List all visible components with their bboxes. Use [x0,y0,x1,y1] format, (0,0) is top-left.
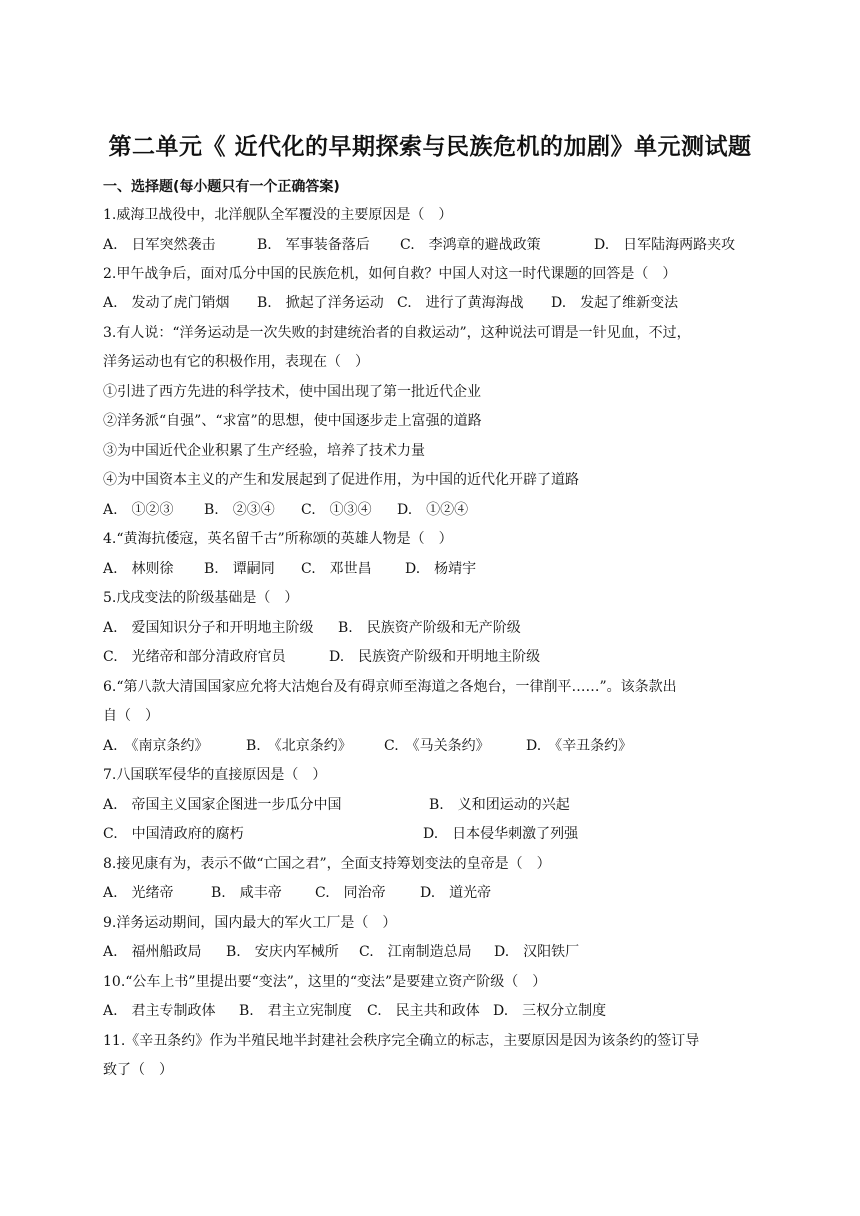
question-3-stem: 3.有人说：“洋务运动是一次失败的封建统治者的自救运动”，这种说法可谓是一针见血，不过， [103,325,691,341]
question-6-stem-cont: 自（ ） [103,708,159,724]
question-8-stem: 8.接见康有为，表示不做“亡国之君”，全面支持筹划变法的皇帝是（ ） [103,856,551,872]
option-c[interactable]: C. 同治帝 [315,885,386,901]
option-d[interactable]: D. 《辛丑条约》 [526,738,633,754]
option-a[interactable]: A. 发动了虎门销烟 [103,295,230,311]
option-d[interactable]: D. 道光帝 [420,885,492,901]
option-a[interactable]: A. 光绪帝 [103,885,174,901]
option-c[interactable]: C. 江南制造总局 [359,944,472,960]
question-9-stem: 9.洋务运动期间，国内最大的军火工厂是（ ） [103,915,397,931]
option-a[interactable]: A. 《南京条约》 [103,738,209,754]
option-a[interactable]: A. 爱国知识分子和开明地主阶级 [103,620,314,636]
section-heading: 一、选择题(每小题只有一个正确答案) [103,179,340,195]
question-2-stem: 2.甲午战争后，面对瓜分中国的民族危机，如何自救？中国人对这一时代课题的回答是（ ） [103,266,677,282]
option-c[interactable]: C. 《马关条约》 [384,738,490,754]
option-a[interactable]: A. 福州船政局 [103,944,202,960]
option-d[interactable]: D. 发起了维新变法 [551,295,679,311]
option-b[interactable]: B. 军事装备落后 [257,237,370,253]
option-b[interactable]: B. 谭嗣同 [204,561,275,577]
question-6-stem: 6.“第八款大清国国家应允将大沽炮台及有碍京师至海道之各炮台，一律削平……”。该条款出 [103,679,677,695]
option-c[interactable]: C. 李鸿章的避战政策 [400,237,541,253]
option-a[interactable]: A. 君主专制政体 [103,1003,216,1019]
option-c[interactable]: C. 邓世昌 [301,561,372,577]
question-1-stem: 1.威海卫战役中，北洋舰队全军覆没的主要原因是（ ） [103,207,453,223]
option-a[interactable]: A. 日军突然袭击 [103,237,216,253]
question-3-item-3: ③为中国近代企业积累了生产经验，培养了技术力量 [103,443,425,459]
option-a[interactable]: A. ①②③ [103,502,174,518]
option-b[interactable]: B. 掀起了洋务运动 [257,295,384,311]
option-a[interactable]: A. 帝国主义国家企图进一步瓜分中国 [103,797,342,813]
question-3-item-4: ④为中国资本主义的产生和发展起到了促进作用，为中国的近代化开辟了道路 [103,472,579,488]
question-5-stem: 5.戊戌变法的阶级基础是（ ） [103,590,299,606]
option-d[interactable]: D. 三权分立制度 [493,1003,607,1019]
question-3-stem-cont: 洋务运动也有它的积极作用，表现在（ ） [103,354,369,370]
question-3-item-1: ①引进了西方先进的科学技术，使中国出现了第一批近代企业 [103,384,481,400]
option-c[interactable]: C. 中国清政府的腐朽 [103,826,244,842]
option-b[interactable]: B. ②③④ [204,502,275,518]
document-title: 第二单元《 近代化的早期探索与民族危机的加剧》单元测试题 [108,134,752,160]
question-11-stem: 11.《辛丑条约》作为半殖民地半封建社会秩序完全确立的标志，主要原因是因为该条约的签订导 [103,1033,700,1049]
option-d[interactable]: D. ①②④ [397,502,469,518]
option-c[interactable]: C. 进行了黄海海战 [397,295,524,311]
option-b[interactable]: B. 咸丰帝 [211,885,282,901]
option-b[interactable]: B. 义和团运动的兴起 [429,797,570,813]
option-b[interactable]: B. 安庆内军械所 [226,944,339,960]
question-4-stem: 4.“黄海抗倭寇，英名留千古”所称颂的英雄人物是（ ） [103,531,453,547]
option-c[interactable]: C. 光绪帝和部分清政府官员 [103,649,286,665]
option-b[interactable]: B. 民族资产阶级和无产阶级 [338,620,521,636]
option-d[interactable]: D. 日本侵华刺激了列强 [423,826,579,842]
option-b[interactable]: B. 君主立宪制度 [239,1003,352,1019]
option-d[interactable]: D. 汉阳铁厂 [494,944,580,960]
option-b[interactable]: B. 《北京条约》 [246,738,352,754]
question-3-item-2: ②洋务派“自强”、“求富”的思想，使中国逐步走上富强的道路 [103,413,482,429]
option-c[interactable]: C. 民主共和政体 [367,1003,480,1019]
option-a[interactable]: A. 林则徐 [103,561,174,577]
question-7-stem: 7.八国联军侵华的直接原因是（ ） [103,767,327,783]
question-11-stem-cont: 致了（ ） [103,1062,173,1078]
question-10-stem: 10.“公车上书”里提出要“变法”，这里的“变法”是要建立资产阶级（ ） [103,974,547,990]
option-c[interactable]: C. ①③④ [301,502,372,518]
option-d[interactable]: D. 日军陆海两路夹攻 [594,237,736,253]
option-d[interactable]: D. 杨靖宇 [405,561,477,577]
option-d[interactable]: D. 民族资产阶级和开明地主阶级 [329,649,541,665]
